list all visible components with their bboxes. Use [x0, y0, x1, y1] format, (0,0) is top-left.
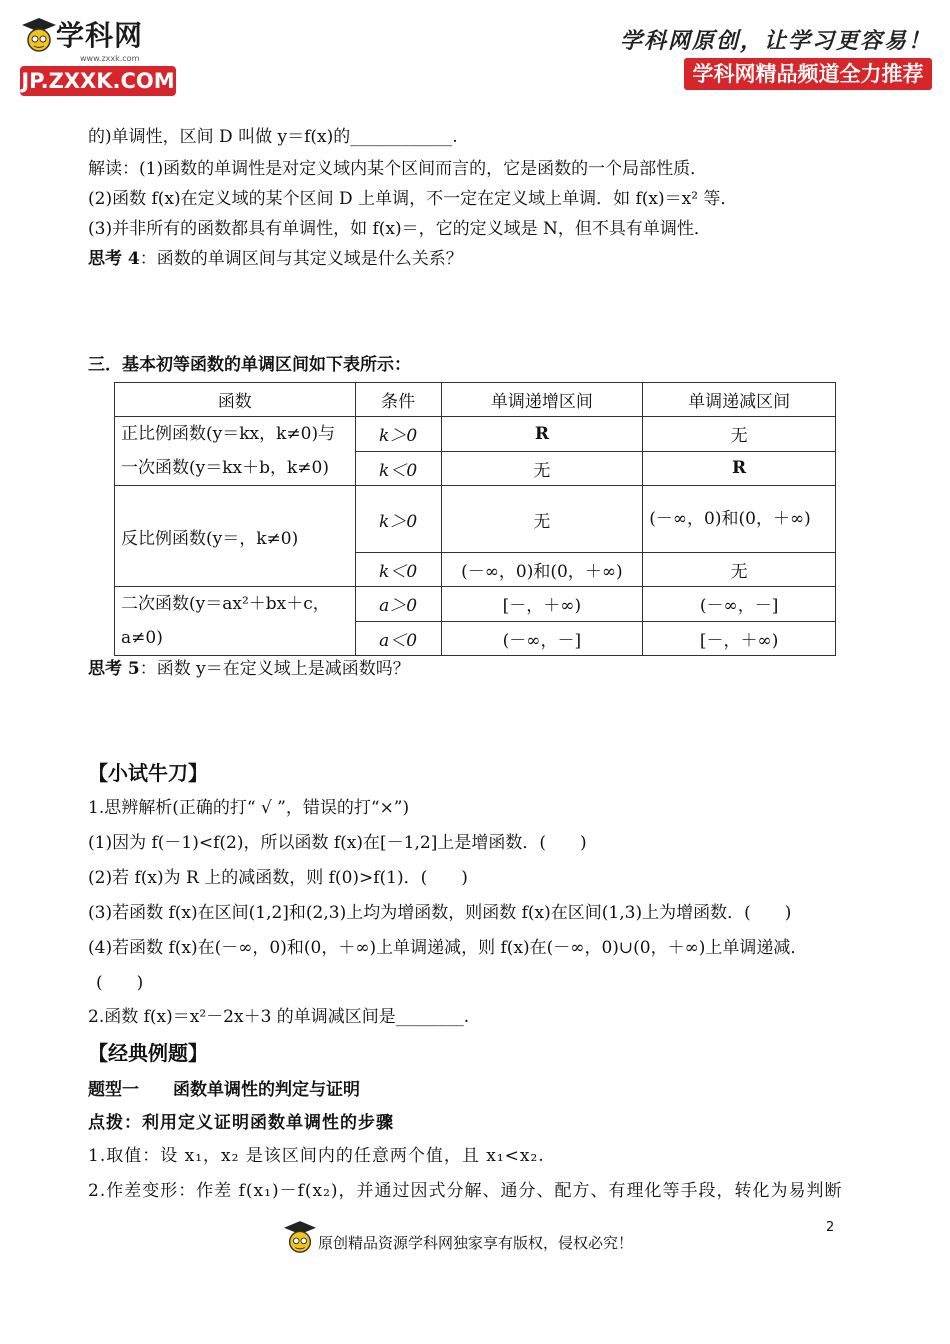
function-cell [115, 587, 356, 656]
question-line: (3)若函数 f(x)在区间(1,2]和(2,3)上均为增函数，则函数 f(x)在区间(1,3)上为增函数．( ) [88, 903, 792, 923]
function-name: 一次函数(y＝kx＋b，k≠0) [121, 458, 330, 478]
function-cell [115, 417, 356, 486]
section-title: 【经典例题】 [88, 1041, 208, 1065]
condition-cell: k＜0 [355, 451, 441, 486]
think-label: 思考 5 [88, 659, 140, 679]
condition-cell: a＜0 [355, 621, 441, 656]
table-header-row [115, 383, 836, 417]
question-line: (4)若函数 f(x)在(－∞，0)和(0，＋∞)上单调递减，则 f(x)在(－∞，0)∪(0，＋∞)上单调递减． [88, 938, 808, 958]
footer-copyright: 原创精品资源学科网独家享有版权，侵权必究！ [318, 1234, 634, 1252]
table-header-cell: 单调递增区间 [441, 383, 643, 417]
increasing-cell: (－∞，0)和(0，＋∞) [441, 553, 643, 587]
section-heading: 三．基本初等函数的单调区间如下表所示： [88, 355, 411, 375]
header-slogan: 学科网原创，让学习更容易！ [619, 28, 932, 54]
step-line: 1.取值：设 x₁，x₂ 是该区间内的任意两个值，且 x₁<x₂. [88, 1146, 545, 1166]
increasing-cell: (－∞，－] [441, 621, 643, 656]
site-logo[interactable] [20, 14, 180, 100]
text-line: (2)函数 f(x)在定义域的某个区间 D 上单调，不一定在定义域上单调．如 f(x)＝x² 等． [88, 189, 738, 209]
section-title: 【小试牛刀】 [88, 761, 208, 785]
decreasing-cell: (－∞，－] [643, 587, 836, 622]
decreasing-cell: (－∞，0)和(0，＋∞) [643, 486, 836, 553]
increasing-cell: R [441, 417, 643, 452]
question-line: 2.函数 f(x)＝x²－2x＋3 的单调减区间是________. [88, 1007, 470, 1027]
question-line: 1.思辨解析(正确的打“ √ ”，错误的打“×”) [88, 798, 410, 818]
decreasing-cell: 无 [643, 417, 836, 452]
mascot-icon [284, 1220, 316, 1258]
function-name: 正比例函数(y＝kx，k≠0)与 [121, 424, 336, 444]
header-banner: 学科网精品频道全力推荐 [684, 58, 932, 90]
increasing-cell: [－，＋∞) [441, 587, 643, 622]
decreasing-cell: 无 [643, 553, 836, 587]
table-header-cell: 单调递减区间 [643, 383, 836, 417]
condition-cell: k＞0 [355, 417, 441, 452]
decreasing-cell: [－，＋∞) [643, 621, 836, 656]
logo-url: www.zxxk.com [80, 54, 140, 63]
think-text: ：函数的单调区间与其定义域是什么关系？ [139, 249, 463, 269]
think-question-5 [88, 658, 410, 680]
condition-cell: k＞0 [355, 486, 441, 553]
condition-cell: a＞0 [355, 587, 441, 622]
page-number: 2 [826, 1220, 835, 1235]
logo-badge: JP.ZXXK.COM [20, 66, 176, 96]
page-footer [284, 1220, 684, 1260]
logo-text: 学科网 [56, 19, 144, 52]
think-text: ：函数 y＝在定义域上是减函数吗？ [139, 659, 410, 679]
text-line: 解读：(1)函数的单调性是对定义域内某个区间而言的，它是函数的一个局部性质． [88, 159, 708, 179]
table-header-cell: 条件 [355, 383, 441, 417]
mascot-icon [22, 18, 56, 56]
decreasing-cell: R [643, 451, 836, 486]
table-row [115, 486, 836, 553]
function-cell: 反比例函数(y＝，k≠0) [115, 486, 356, 587]
function-name: 二次函数(y＝ax²＋bx＋c， [121, 594, 330, 614]
tip-heading: 点拨：利用定义证明函数单调性的步骤 [88, 1113, 394, 1133]
question-line: (2)若 f(x)为 R 上的减函数，则 f(0)>f(1)．( ) [88, 868, 468, 888]
question-line: ( ) [96, 973, 144, 993]
text-line: (3)并非所有的函数都具有单调性，如 f(x)＝，它的定义域是 N，但不具有单调性． [88, 219, 711, 239]
table-row [115, 587, 836, 622]
table-row [115, 417, 836, 452]
question-line: (1)因为 f(－1)<f(2)，所以函数 f(x)在[－1,2]上是增函数．( ) [88, 833, 587, 853]
function-name: a≠0) [121, 628, 163, 648]
increasing-cell: 无 [441, 451, 643, 486]
table-header-cell: 函数 [115, 383, 356, 417]
monotonic-interval-table [114, 382, 836, 656]
increasing-cell: 无 [441, 486, 643, 553]
subsection-title: 题型一 函数单调性的判定与证明 [88, 1080, 360, 1100]
text-line: 的)单调性，区间 D 叫做 y＝f(x)的____________. [88, 127, 458, 147]
condition-cell: k＜0 [355, 553, 441, 587]
think-label: 思考 4 [88, 249, 140, 269]
step-line: 2.作差变形：作差 f(x₁)－f(x₂)，并通过因式分解、通分、配方、有理化等手段，转化为易判断 [88, 1181, 843, 1201]
think-question-4 [88, 248, 463, 270]
